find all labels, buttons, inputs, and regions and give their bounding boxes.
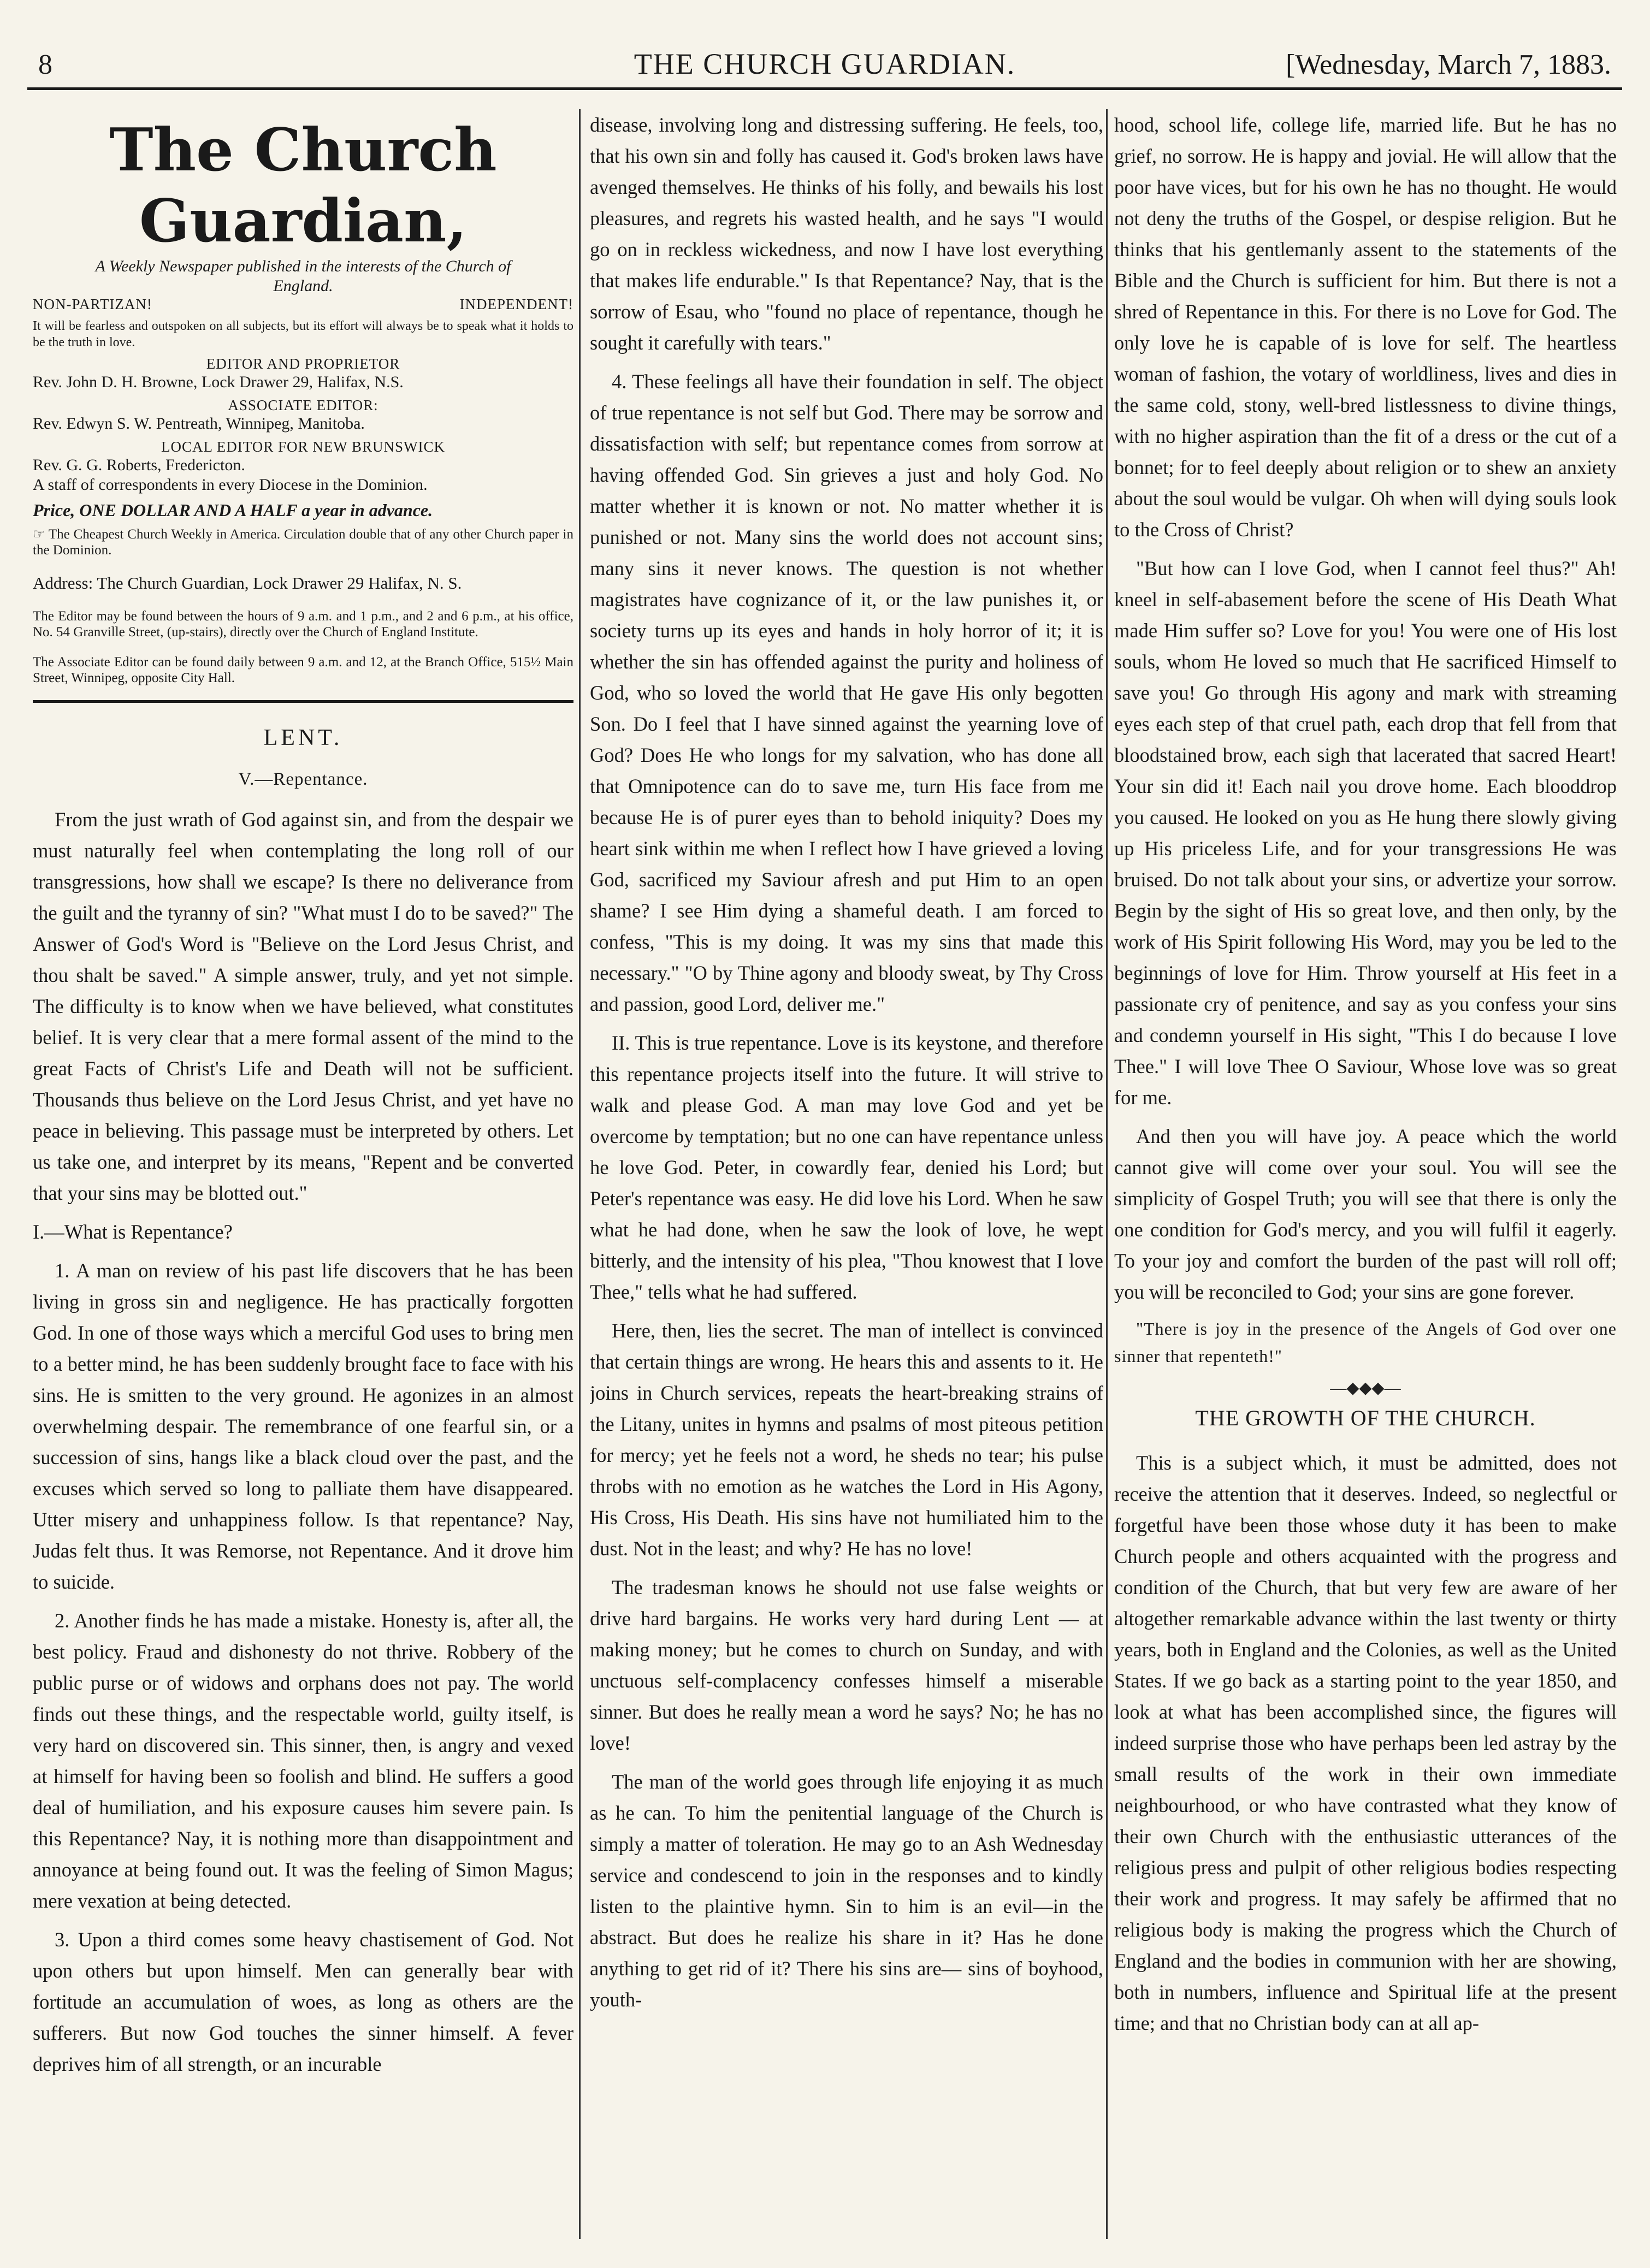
local-editor-name: Rev. G. G. Roberts, Fredericton.: [33, 456, 245, 474]
subscription-price: Price, ONE DOLLAR AND A HALF a year in advance.: [33, 500, 433, 520]
article-paragraph: "But how can I love God, when I cannot feel thus?" Ah! kneel in self-abasement before the scene of His Death What made Him suffer so? Love for you! You were one of His lost souls, whom He loved so much that He sacrificed Himself to save you! Go through His agony and mark with streaming eyes each step of that cruel path, each drop that fell from that bloodstained brow, each sigh that lacerated that sacred Heart! Your sin did it! Each nail you drove home. Each blooddrop you caused. He looked on you as He hung there slowly giving up His priceless Life, and for your transgressions He was bruised. Do not talk about your sins, or advertize your sorrow. Begin by the sight of His so great love, and then only, by the work of His Spirit following His Word, may you be led to the beginnings of love for Him. Throw yourself at His feet in a passionate cry of penitence, and say as you confess your sins and condemn yourself in His sight, "This I do because I love Thee." I will love Thee O Saviour, Whose love was so great for me.: [1114, 557, 1617, 1109]
column-1: [33, 109, 573, 2250]
staff-line: A staff of correspondents in every Diocese in the Dominion.: [33, 476, 428, 494]
independent-label: INDEPENDENT!: [459, 296, 573, 312]
editor-name: Rev. John D. H. Browne, Lock Drawer 29, Halifax, N.S.: [33, 373, 404, 391]
page-number: 8: [38, 49, 52, 80]
article-paragraph: II. This is true repentance. Love is its keystone, and therefore this repentance projects itself into the future. It will strive to walk and please God. A man may love God and yet be overcome by temptation; but no one can have repentance unless he love God. Peter, in cowardly fear, denied his Lord; but Peter's repentance was easy. He did love his Lord. When he saw what he had done, when he saw the look of love, he wept bitterly, and the intensity of his plea, "Thou knowest that I love Thee," tells what he had suffered.: [590, 1032, 1103, 1303]
article-paragraph: From the just wrath of God against sin, and from the despair we must naturally feel when contemplating the long roll of our transgressions, how shall we escape? Is there no deliverance from the guilt and the tyranny of sin? "What must I do to be saved?" The Answer of God's Word is "Believe on the Lord Jesus Christ, and thou shalt be saved." A simple answer, truly, and yet not simple. The difficulty is to know when we have believed, what constitutes belief. It is very clear that a mere formal assent of the mind to the great Facts of Christ's Life and Death will not be sufficient. Thousands thus believe on the Lord Jesus Christ, and yet have no peace in believing. This passage must be interpreted by others. Let us take one, and interpret by its means, "Repent and be converted that your sins may be blotted out.": [33, 808, 573, 1204]
issue-date: [Wednesday, March 7, 1883.: [1285, 49, 1611, 80]
masthead-subtitle: A Weekly Newspaper published in the interests of the Church of England.: [95, 257, 511, 295]
article-paragraph: Here, then, lies the secret. The man of intellect is convinced that certain things are wrong. He hears this and assents to it. He joins in Church services, repeats the heart-breaking strains of the Litany, unites in hymns and psalms of most piteous petition for mercy; yet he feels not a word, he sheds no tear; his pulse throbs with no emotion as he watches the Lord in His Agony, His Cross, His Death. His sins have not humiliated him to the dust. Not in the least; and why? He has no love!: [590, 1319, 1103, 1560]
article-paragraph: And then you will have joy. A peace which the world cannot give will come over your soul. You will see the simplicity of Gospel Truth; you will see that there is only the one condition for God's mercy, and you will fulfil it eagerly. To your joy and comfort the burden of the past will roll off; you will be reconciled to God; your sins are gone forever.: [1114, 1125, 1617, 1303]
article-paragraph: 4. These feelings all have their foundation in self. The object of true repentance is not self but God. There may be sorrow and dissatisfaction with self; but repentance comes from sorrow at having offended God. Sin grieves a just and holy God. No matter whether it is known or not. No matter whether it is punished or not. Many sins the world does not account sins; many sins it never knows. The question is not whether magistrates have cognizance of it, or the law punishes it, or society turns up its eyes and hands in holy horror of it; it is whether the sin has offended against the purity and holiness of God, who so loved the world that He gave His only begotten Son. Do I feel that I have sinned against the yearning love of God? Does He who longs for my salvation, who has done all that Omnipotence can do to save me, turn His face from me because He is of purer eyes than to behold iniquity? Does my heart sink within me when I reflect how I have grieved a loving God, sacrificed my Saviour afresh and put Him to an open shame? I see Him dying a shameful death. I am forced to confess, "This is my doing. It was my sins that made this necessary." "O by Thine agony and bloody sweat, by Thy Cross and passion, good Lord, deliver me.": [590, 370, 1103, 1015]
masthead-title: The Church Guardian,: [109, 116, 497, 256]
article-paragraph: 1. A man on review of his past life discovers that he has been living in gross sin and negligence. He has practically forgotten God. In one of those ways which a merciful God uses to bring men to a better mind, he has been suddenly brought face to face with his sins. He is smitten to the very ground. He agonizes in an almost overwhelming despair. The remembrance of one fearful sin, or a succession of sins, hangs like a black cloud over the past, and the excuses which served so long to palliate them have disappeared. Utter misery and unhappiness follow. Is that repentance? Nay, Judas felt thus. It was Remorse, not Repentance. And it drove him to suicide.: [33, 1259, 573, 1593]
page-header: [27, 22, 1622, 90]
associate-name: Rev. Edwyn S. W. Pentreath, Winnipeg, Manitoba.: [33, 414, 365, 433]
article-subheading: V.—Repentance.: [238, 769, 368, 789]
editor-heading: EDITOR AND PROPRIETOR: [206, 356, 400, 372]
mailing-address: Address: The Church Guardian, Lock Drawer 29 Halifax, N. S.: [33, 573, 462, 593]
associate-hours: The Associate Editor can be found daily between 9 a.m. and 12, at the Branch Office, 515½ Main Street, Winnipeg, opposite City Hall.: [33, 655, 573, 685]
column-divider: [579, 109, 581, 2239]
editor-hours: The Editor may be found between the hours of 9 a.m. and 1 p.m., and 2 and 6 p.m., at his office, No. 54 Granville Street, (up-stairs), directly over the Church of England Institute.: [33, 609, 573, 639]
article-paragraph: 3. Upon a third comes some heavy chastisement of God. Not upon others but upon himself. Men can generally bear with fortitude an accumulation of woes, as long as others are the sufferers. But now God touches the sinner himself. A fever deprives him of all strength, or an incurable: [33, 1928, 573, 2075]
article-paragraph: The tradesman knows he should not use false weights or drive hard bargains. He works very hard during Lent — at making money; but he comes to church on Sunday, and with unctuous self-complacency confesses himself a miserable sinner. But does he really mean a word he says? No; he has no love!: [590, 1576, 1103, 1754]
article-paragraph: The man of the world goes through life enjoying it as much as he can. To him the penitential language of the Church is simply a matter of toleration. He may go to an Ash Wednesday service and condescend to join in the responses and to kindly listen to the plaintive hymn. Sin to him is an evil—in the abstract. But does he realize his share in it? Has he done anything to get rid of it? There his sins are— sins of boyhood, youth-: [590, 1770, 1103, 2011]
article-heading: LENT.: [263, 725, 343, 750]
circulation-note: ☞ The Cheapest Church Weekly in America. Circulation double that of any other Church paper in the Dominion.: [33, 527, 573, 558]
article-paragraph: disease, involving long and distressing suffering. He feels, too, that his own sin and folly has caused it. God's broken laws have avenged themselves. He thinks of his folly, and bewails his lost pleasures, and regrets his wasted health, and he says "I would go on in reckless wickedness, and now I have lost everything that makes life endurable." Is that Repentance? Nay, that is the sorrow of Esau, who "found no place of repentance, though he sought it carefully with tears.": [590, 114, 1103, 354]
article-paragraph: This is a subject which, it must be admitted, does not receive the attention that it deserves. Indeed, so neglectful or forgetful have been those whose duty it has been to make Church people and others acquainted with the progress and condition of the Church, that but very few are aware of her altogether remarkable advance within the last twenty or thirty years, both in England and the Colonies, as well as the United States. If we go back as a starting point to the year 1850, and look at what has been accomplished since, the figures will indeed surprise those who have perhaps been led astray by the small results of the work in their own immediate neighbourhood, or who have contrasted what they know of their own Church with the enthusiastic utterances of the religious press and pulpit of other religious bodies respecting their work and progress. It may safely be affirmed that no religious body is making the progress which the Church of England and the bodies in communion with her are showing, both in numbers, influence and Spiritual life at the present time; and that no Christian body can at all ap-: [1114, 1452, 1617, 2034]
non-partizan-label: NON-PARTIZAN!: [33, 296, 152, 312]
closing-quote: "There is joy in the presence of the Angels of God over one sinner that repenteth!": [1114, 1319, 1617, 1366]
section-heading: I.—What is Repentance?: [33, 1221, 233, 1243]
article-heading: THE GROWTH OF THE CHURCH.: [1195, 1406, 1536, 1430]
column-2: [590, 109, 1103, 2250]
masthead-policy-row: [33, 296, 573, 318]
ornament-divider: —◆◆◆—: [1330, 1379, 1401, 1397]
column-3: [1114, 109, 1617, 2250]
column-divider: [1106, 109, 1108, 2239]
masthead-rule: [33, 700, 573, 703]
masthead-motto: It will be fearless and outspoken on all subjects, but its effort will always be to speak what it holds to be the truth in love.: [33, 319, 573, 350]
associate-heading: ASSOCIATE EDITOR:: [228, 397, 379, 413]
local-editor-heading: LOCAL EDITOR FOR NEW BRUNSWICK: [161, 439, 445, 455]
page-running-title: THE CHURCH GUARDIAN.: [634, 48, 1016, 80]
article-paragraph: hood, school life, college life, married life. But he has no grief, no sorrow. He is happy and jovial. He will allow that the poor have vices, but for his own he has no thought. He would not deny the truths of the Gospel, or despise religion. But he thinks that his gentlemanly assent to the statements of the Bible and the Church is sufficient for him. But there is not a shred of Repentance in this. For there is no Love for God. The only love he is capable of is love for self. The heartless woman of fashion, the votary of worldliness, lives and dies in the same cold, stony, well-bred listlessness to divine things, with no higher aspiration than the fit of a dress or the cut of a bonnet; for to feel deeply about religion or to shew an anxiety about the soul would be vulgar. Oh when will dying souls look to the Cross of Christ?: [1114, 114, 1617, 541]
article-paragraph: 2. Another finds he has made a mistake. Honesty is, after all, the best policy. Fraud and dishonesty do not thrive. Robbery of the public purse or of widows and orphans does not pay. The world finds out these things, and the respectable world, guilty itself, is very hard on discovered sin. This sinner, then, is angry and vexed at himself for having been so foolish and blind. He suffers a good deal of humiliation, and his exposure causes him severe pain. Is this Repentance? Nay, it is nothing more than disappointment and annoyance at being found out. It was the feeling of Simon Magus; mere vexation at being detected.: [33, 1609, 573, 1912]
